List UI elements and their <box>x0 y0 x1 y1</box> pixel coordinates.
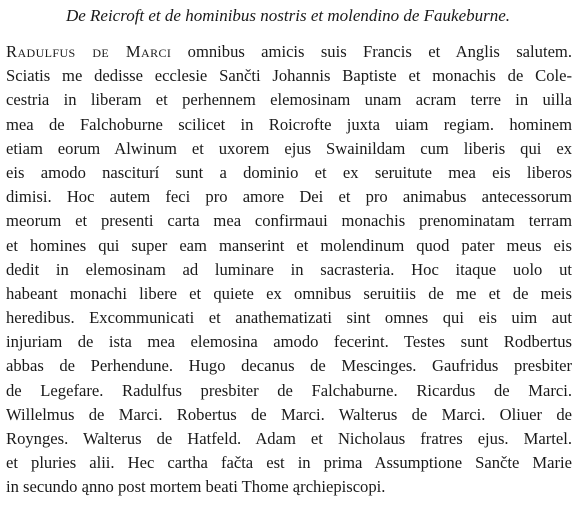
text-line: mea de Falchoburne scilicet in Roicrofte juxta uiam regiam. hominem <box>6 114 572 134</box>
text-line: eis amodo nasciturí sunt a dominio et ex seruitute mea eis liberos <box>6 162 572 182</box>
text-line: etiam eorum Alwinum et uxorem ejus Swainildam cum liberis qui ex <box>6 138 572 158</box>
charter-heading: De Reicroft et de hominibus nostris et molendino de Faukeburne. <box>65 6 511 25</box>
text-line: meorum et presenti carta mea confirmaui monachis prenominatam terram <box>6 211 572 231</box>
text-line: Roynges. Walterus de Hatfeld. Adam et Nicholaus fratres ejus. Martel. <box>6 429 572 448</box>
text-line: dedit in elemosinam ad luminare in sacrasteria. Hoc itaque uolo ut <box>6 259 572 279</box>
text-line: habeant monachi libere et quiete ex omnibus seruitiis de me et de meis <box>6 283 572 303</box>
text-line: abbas de Perhendune. Hugo decanus de Mescinges. Gaufridus presbiter <box>6 356 572 376</box>
text-line: de Legefare. Radulfus presbiter de Falchaburne. Ricardus de Marci. <box>6 380 572 400</box>
text-line: heredibus. Excommunicati et anathematizati sint omnes qui eis uim aut <box>6 308 572 328</box>
text-line: Willelmus de Marci. Robertus de Marci. Walterus de Marci. Oliuer de <box>6 404 572 424</box>
text-line: et homines qui super eam manserint et molendinum quod pater meus eis <box>6 235 572 255</box>
text-line: in secundo ąnno post mortem beati Thome ąrchiepiscopi. <box>6 477 386 497</box>
text-line: injuriam de ista mea elemosina amodo fecerint. Testes sunt Rodbertus <box>6 332 572 352</box>
text-line: dimisi. Hoc autem feci pro amore Dei et pro animabus antecessorum <box>6 187 572 207</box>
text-line <box>6 40 572 64</box>
charter-body <box>6 40 572 500</box>
text-line: cestria in liberam et perhennem elemosinam unam acram terre in uilla <box>6 90 572 110</box>
salutation-text: omnibus amicis suis Francis et Anglis salutem. <box>171 42 572 61</box>
text-line: et pluries alii. Hec cartha fačta est in prima Assumptione Sančte Marie <box>6 453 572 473</box>
grantor-name: Radulfus de Marci <box>6 42 172 61</box>
text-line: Sciatis me dedisse ecclesie Sančti Johannis Baptiste et monachis de Cole- <box>6 66 572 86</box>
